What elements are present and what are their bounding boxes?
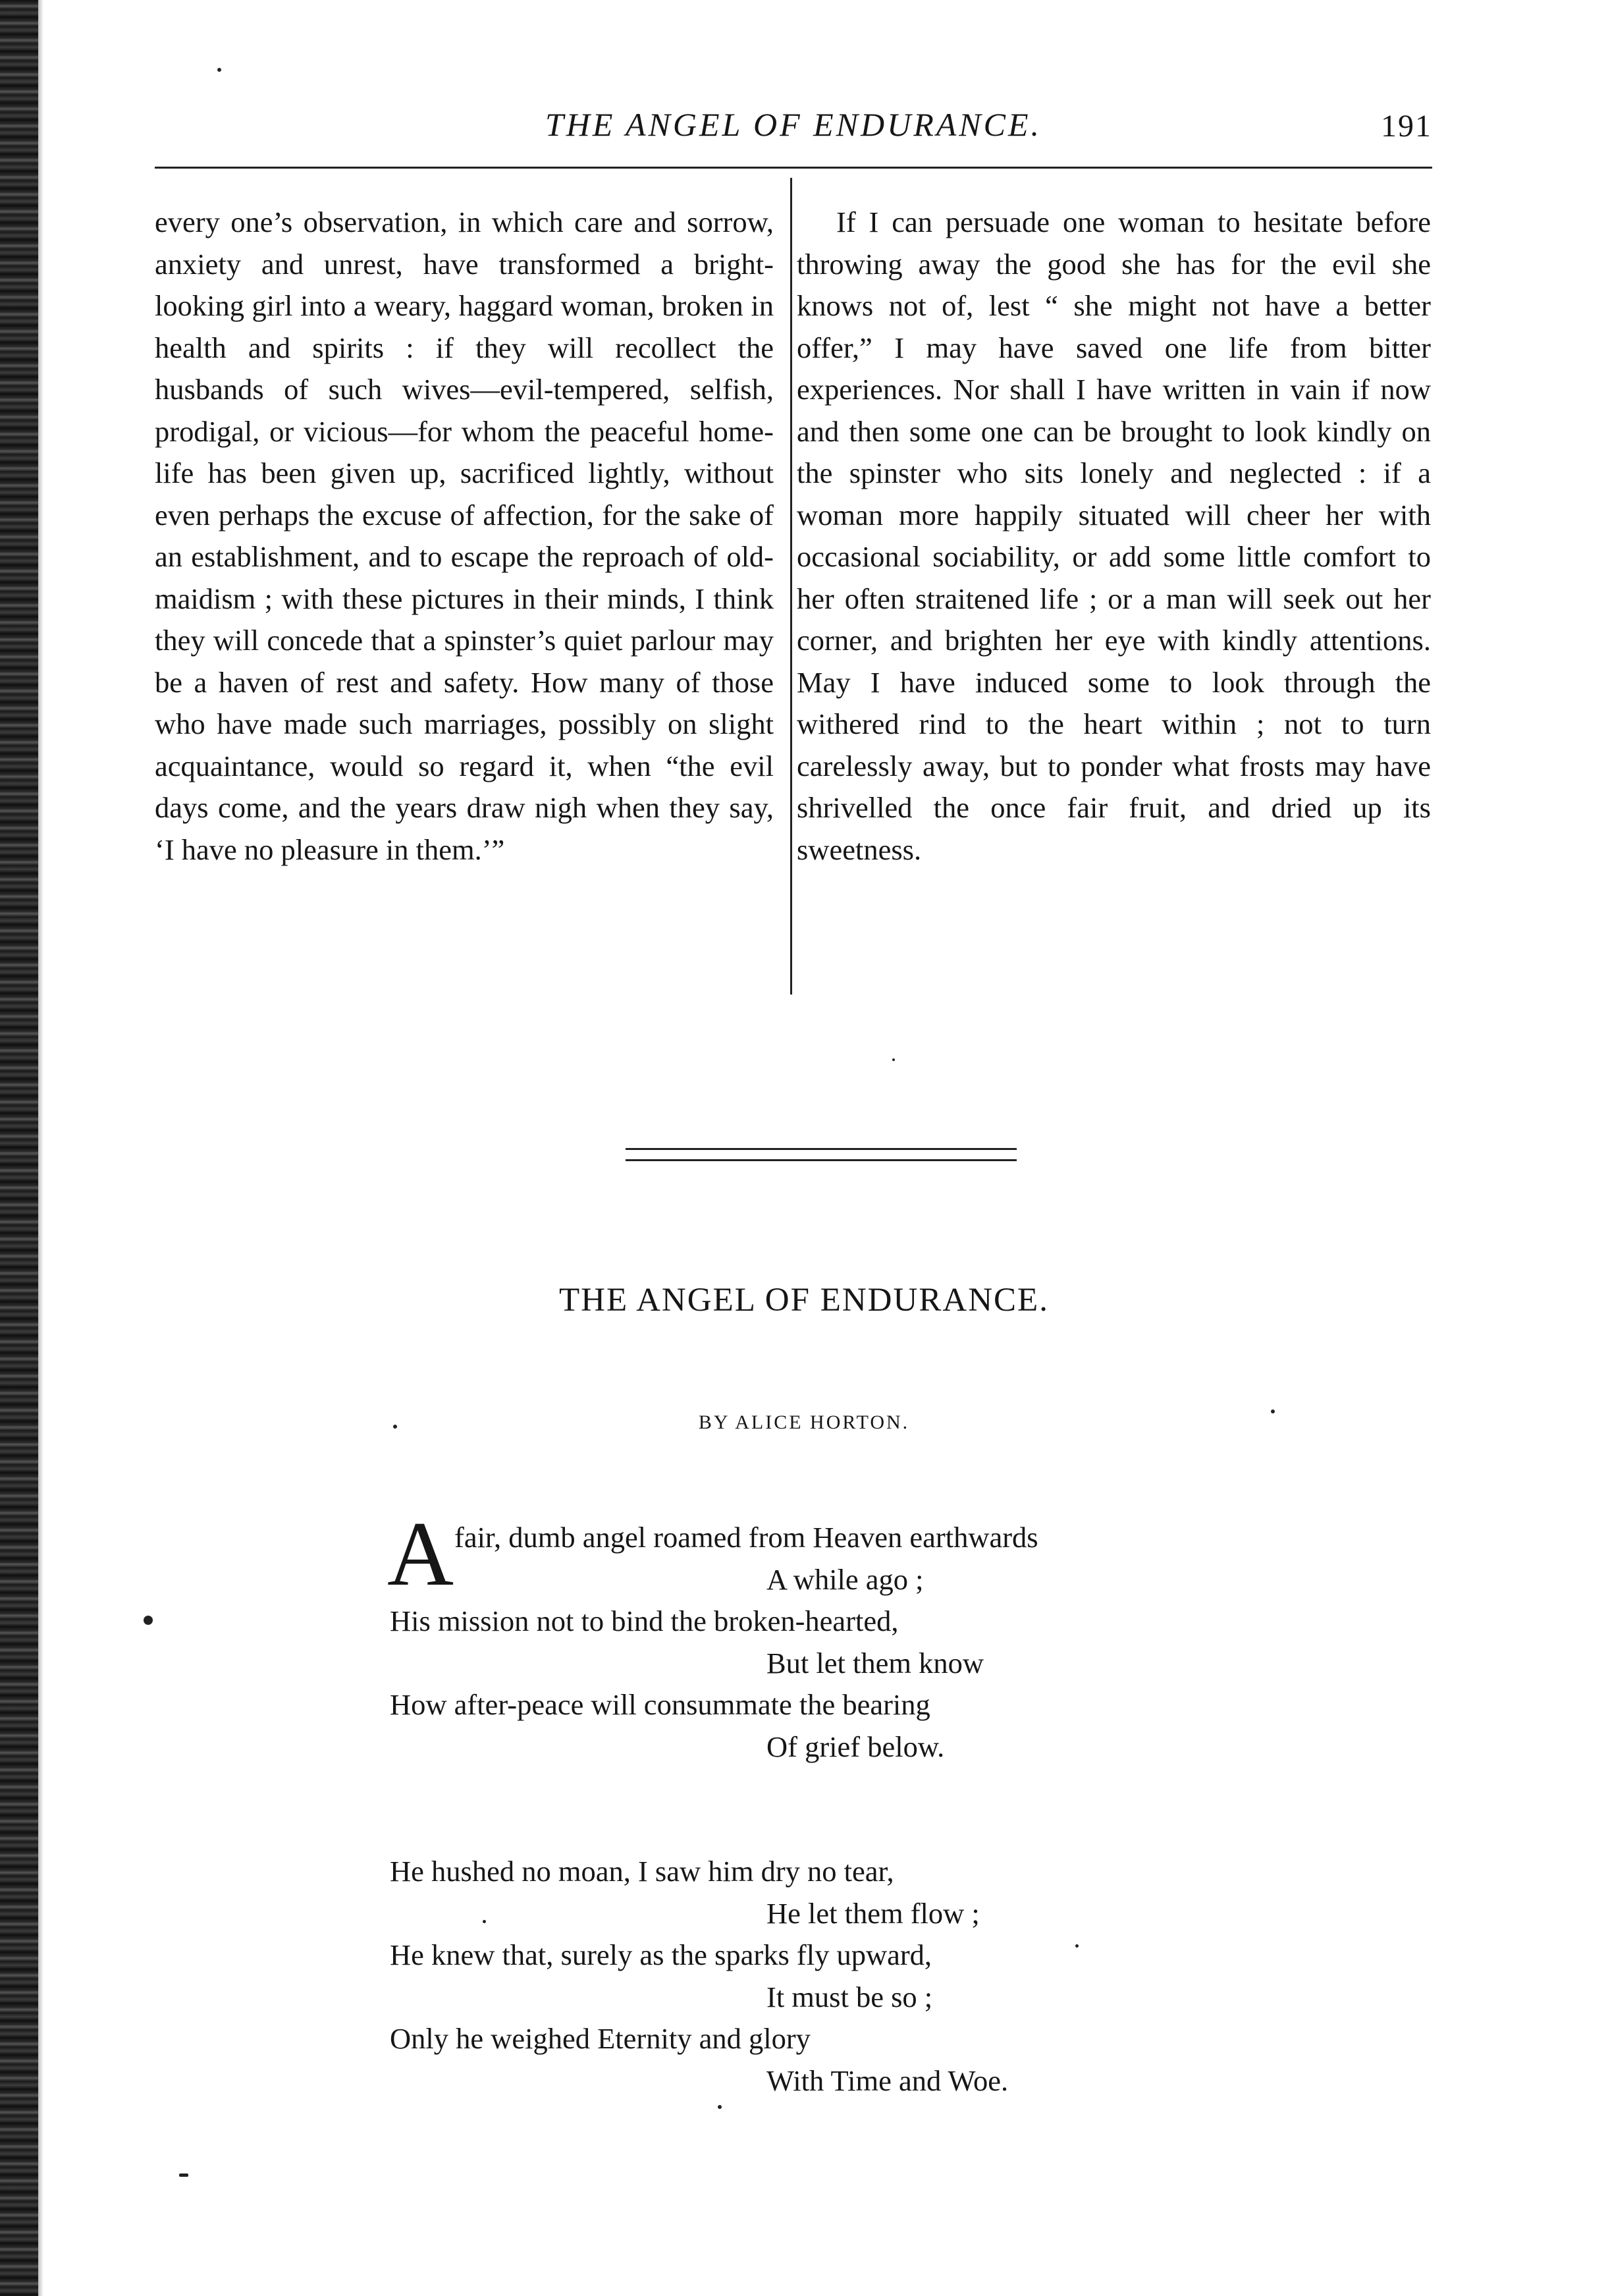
scan-speck	[144, 1616, 153, 1625]
poem-line: It must be so ;	[766, 1980, 933, 2013]
column-divider	[790, 178, 792, 995]
scan-speck	[393, 1425, 397, 1429]
poem-line: He knew that, surely as the sparks fly upward,	[390, 1938, 932, 1971]
poem-line: Of grief below.	[766, 1730, 945, 1763]
scan-speck	[718, 2105, 722, 2109]
poem-line: His mission not to bind the broken-hearted,	[390, 1604, 899, 1637]
header-rule	[155, 167, 1432, 169]
poem-line: With Time and Woe.	[766, 2064, 1009, 2097]
poem-byline: BY ALICE HORTON.	[698, 1411, 910, 1433]
stanza	[390, 1851, 1312, 2102]
stanza	[390, 1517, 1312, 1768]
running-title: THE ANGEL OF ENDURANCE.	[545, 106, 1042, 143]
section-divider	[626, 1148, 1017, 1161]
poem-line: A while ago ;	[766, 1562, 924, 1596]
right-paragraph: If I can persuade one woman to hesitate before throwing away the good she has for the evil she knows not of, lest “ she might not have a better offer,” I may have saved one life from bitter experiences. Nor shall I have written in vain if now and then some one can be brought to look kindly on the spinster who sits lonely and neglected : if a woman more happily situated will cheer her with occasional sociability, or add some little comfort to her often straitened life ; or a man will seek out her corner, and brighten her eye with kindly attentions. May I have induced some to look through the withered rind to the heart within ; not to turn carelessly away, but to ponder what frosts may have shrivelled the once fair fruit, and dried up its sweetness.	[797, 205, 1431, 866]
scan-speck	[179, 2173, 188, 2177]
scan-speck	[217, 68, 221, 72]
drop-cap: A	[387, 1503, 454, 1605]
right-column	[797, 202, 1431, 871]
poem-line: Only he weighed Eternity and glory	[390, 2022, 811, 2055]
left-column	[155, 202, 774, 871]
scan-speck	[892, 1058, 895, 1061]
poem-title: THE ANGEL OF ENDURANCE.	[559, 1282, 1049, 1319]
poem-line: He hushed no moan, I saw him dry no tear,	[390, 1855, 894, 1888]
poem-line: But let them know	[766, 1646, 984, 1680]
left-paragraph: every one’s observation, in which care and sorrow, anxiety and unrest, have transformed a bright-looking girl into a weary, haggard woman, broken in health and spirits : if they will recollect the husbands of such wives—evil-tempered, selfish, prodigal, or vicious—for whom the peaceful home-life has been given up, sacrificed lightly, without even perhaps the excuse of affection, for the sake of an establishment, and to escape the reproach of old-maidism ; with these pictures in their minds, I think they will concede that a spinster’s quiet parlour may be a haven of rest and safety. How many of those who have made such marriages, possibly on slight acquaintance, would so regard it, when “the evil days come, and the years draw nigh when they say, ‘I have no pleasure in them.’”	[155, 205, 774, 866]
poem-line: He let them flow ;	[766, 1896, 980, 1930]
poem-line: fair, dumb angel roamed from Heaven earthwards	[454, 1521, 1038, 1554]
scan-speck	[1271, 1409, 1275, 1413]
poem-line: How after-peace will consummate the bearing	[390, 1688, 930, 1721]
poem-body	[390, 1517, 1312, 2102]
running-head	[155, 99, 1432, 151]
scan-speck	[483, 1920, 486, 1923]
page-number: 191	[1381, 109, 1432, 144]
scan-speck	[1075, 1944, 1079, 1948]
book-binding-edge	[0, 0, 38, 2296]
